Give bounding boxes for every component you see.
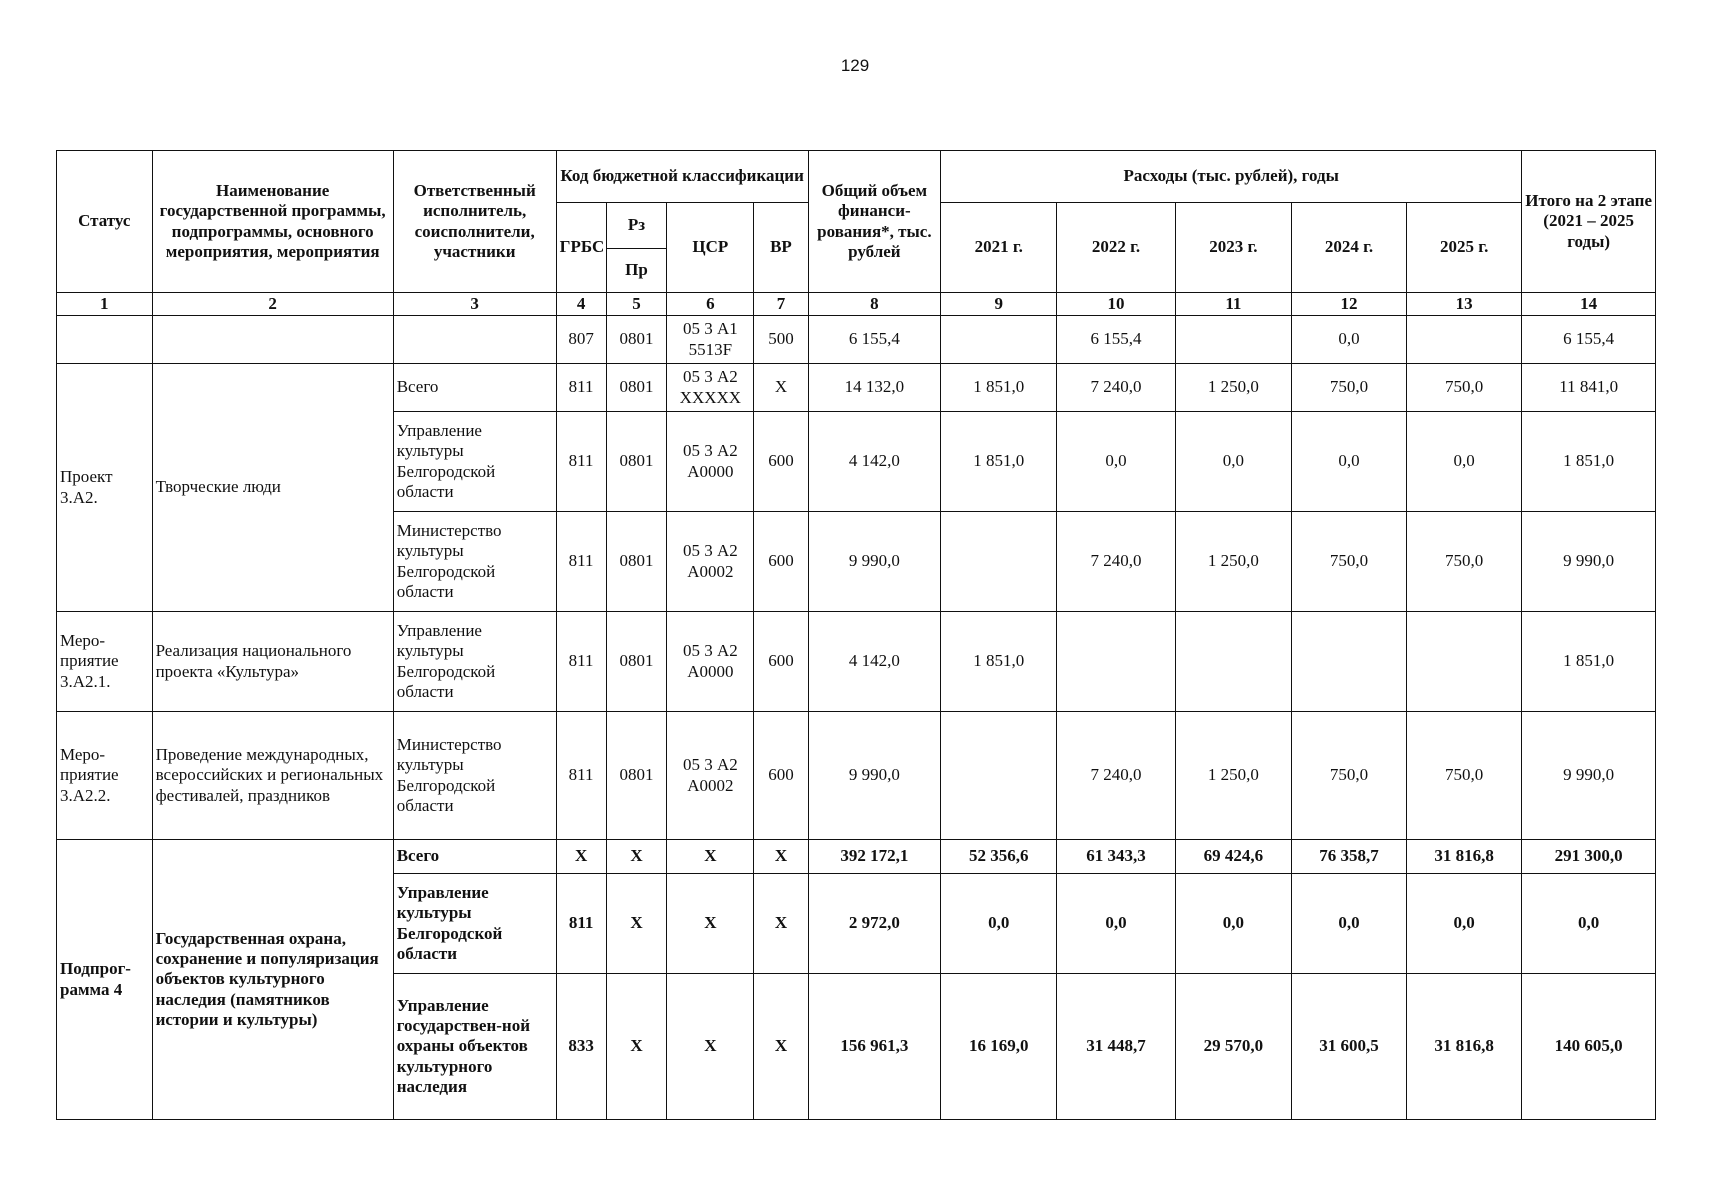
- status-cell: Подпрог-рамма 4: [57, 840, 153, 1120]
- grbs-cell: 833: [556, 974, 606, 1120]
- total-cell: 2 972,0: [808, 874, 941, 974]
- vr-cell: Х: [754, 974, 808, 1120]
- rzpr-cell: Х: [606, 840, 667, 874]
- header-total-stage: Итого на 2 этапе (2021 – 2025 годы): [1522, 151, 1656, 293]
- total-cell: 4 142,0: [808, 412, 941, 512]
- col-index: 6: [667, 293, 754, 316]
- table-row: [57, 712, 1656, 840]
- header-responsible: Ответственный исполнитель, соисполнители, участники: [393, 151, 556, 293]
- stage-total-cell: 6 155,4: [1522, 316, 1656, 364]
- vr-cell: 500: [754, 316, 808, 364]
- header-total-volume: Общий объем финанси-рования*, тыс. рублей: [808, 151, 941, 293]
- responsible-cell: Управление культуры Белгородской области: [393, 612, 556, 712]
- y2025-cell: 0,0: [1407, 412, 1522, 512]
- header-grbs: ГРБС: [556, 203, 606, 293]
- stage-total-cell: 11 841,0: [1522, 364, 1656, 412]
- y2023-cell: 1 250,0: [1175, 712, 1291, 840]
- y2023-cell: 29 570,0: [1175, 974, 1291, 1120]
- y2021-cell: [941, 512, 1057, 612]
- name-cell: Государственная охрана, сохранение и популяризация объектов культурного наследия (памятников истории и культуры): [152, 840, 393, 1120]
- responsible-cell: Министерство культуры Белгородской области: [393, 512, 556, 612]
- stage-total-cell: 0,0: [1522, 874, 1656, 974]
- header-rz: Рз: [606, 203, 667, 249]
- header-budget-code: Код бюджетной классификации: [556, 151, 808, 203]
- grbs-cell: 807: [556, 316, 606, 364]
- name-cell: Проведение международных, всероссийских и региональных фестивалей, праздников: [152, 712, 393, 840]
- table-row: [57, 840, 1656, 874]
- header-pr: Пр: [606, 249, 667, 293]
- total-cell: 4 142,0: [808, 612, 941, 712]
- col-index: 2: [152, 293, 393, 316]
- y2023-cell: [1175, 612, 1291, 712]
- col-index: 7: [754, 293, 808, 316]
- col-index: 10: [1057, 293, 1175, 316]
- header-2021: 2021 г.: [941, 203, 1057, 293]
- header-2023: 2023 г.: [1175, 203, 1291, 293]
- y2022-cell: 61 343,3: [1057, 840, 1175, 874]
- col-index: 13: [1407, 293, 1522, 316]
- col-index: 12: [1291, 293, 1406, 316]
- y2025-cell: 31 816,8: [1407, 974, 1522, 1120]
- stage-total-cell: 291 300,0: [1522, 840, 1656, 874]
- name-cell: [152, 316, 393, 364]
- status-cell: Меро-приятие 3.А2.2.: [57, 712, 153, 840]
- y2021-cell: 16 169,0: [941, 974, 1057, 1120]
- grbs-cell: 811: [556, 874, 606, 974]
- y2022-cell: 7 240,0: [1057, 712, 1175, 840]
- grbs-cell: 811: [556, 512, 606, 612]
- vr-cell: Х: [754, 874, 808, 974]
- y2024-cell: [1291, 612, 1406, 712]
- page-number: 129: [840, 56, 870, 75]
- rzpr-cell: Х: [606, 974, 667, 1120]
- responsible-cell: Управление государствен-ной охраны объектов культурного наследия: [393, 974, 556, 1120]
- y2025-cell: 750,0: [1407, 512, 1522, 612]
- y2021-cell: 0,0: [941, 874, 1057, 974]
- csr-cell: 05 3 А1 5513F: [667, 316, 754, 364]
- y2025-cell: 0,0: [1407, 874, 1522, 974]
- budget-table: [56, 150, 1656, 1120]
- y2024-cell: 0,0: [1291, 874, 1406, 974]
- name-cell: Реализация национального проекта «Культура»: [152, 612, 393, 712]
- header-name: Наименование государственной программы, подпрограммы, основного мероприятия, мероприятия: [152, 151, 393, 293]
- total-cell: 9 990,0: [808, 512, 941, 612]
- vr-cell: Х: [754, 364, 808, 412]
- stage-total-cell: 9 990,0: [1522, 712, 1656, 840]
- grbs-cell: 811: [556, 612, 606, 712]
- rzpr-cell: 0801: [606, 512, 667, 612]
- y2021-cell: 1 851,0: [941, 612, 1057, 712]
- total-cell: 9 990,0: [808, 712, 941, 840]
- col-index: 14: [1522, 293, 1656, 316]
- csr-cell: Х: [667, 974, 754, 1120]
- col-index: 11: [1175, 293, 1291, 316]
- header-expenses: Расходы (тыс. рублей), годы: [941, 151, 1522, 203]
- y2023-cell: [1175, 316, 1291, 364]
- col-index: 3: [393, 293, 556, 316]
- total-cell: 14 132,0: [808, 364, 941, 412]
- column-index-row: [57, 293, 1656, 316]
- y2022-cell: 6 155,4: [1057, 316, 1175, 364]
- col-index: 1: [57, 293, 153, 316]
- y2024-cell: 0,0: [1291, 412, 1406, 512]
- y2021-cell: [941, 316, 1057, 364]
- y2023-cell: 69 424,6: [1175, 840, 1291, 874]
- vr-cell: 600: [754, 612, 808, 712]
- y2025-cell: 31 816,8: [1407, 840, 1522, 874]
- y2024-cell: 750,0: [1291, 512, 1406, 612]
- rzpr-cell: 0801: [606, 364, 667, 412]
- status-cell: Проект 3.А2.: [57, 364, 153, 612]
- y2024-cell: 750,0: [1291, 712, 1406, 840]
- responsible-cell: Управление культуры Белгородской области: [393, 412, 556, 512]
- col-index: 9: [941, 293, 1057, 316]
- csr-cell: 05 3 А2 А0000: [667, 612, 754, 712]
- header-status: Статус: [57, 151, 153, 293]
- csr-cell: 05 3 А2 А0002: [667, 512, 754, 612]
- csr-cell: Х: [667, 840, 754, 874]
- y2021-cell: 52 356,6: [941, 840, 1057, 874]
- responsible-cell: [393, 316, 556, 364]
- col-index: 4: [556, 293, 606, 316]
- rzpr-cell: 0801: [606, 712, 667, 840]
- stage-total-cell: 9 990,0: [1522, 512, 1656, 612]
- responsible-cell: Управление культуры Белгородской области: [393, 874, 556, 974]
- grbs-cell: 811: [556, 364, 606, 412]
- stage-total-cell: 1 851,0: [1522, 412, 1656, 512]
- header-vr: ВР: [754, 203, 808, 293]
- header-2024: 2024 г.: [1291, 203, 1406, 293]
- y2025-cell: [1407, 612, 1522, 712]
- table-row: [57, 316, 1656, 364]
- header-2022: 2022 г.: [1057, 203, 1175, 293]
- csr-cell: Х: [667, 874, 754, 974]
- responsible-cell: Всего: [393, 840, 556, 874]
- y2022-cell: 31 448,7: [1057, 974, 1175, 1120]
- header-2025: 2025 г.: [1407, 203, 1522, 293]
- stage-total-cell: 140 605,0: [1522, 974, 1656, 1120]
- y2022-cell: 7 240,0: [1057, 512, 1175, 612]
- rzpr-cell: 0801: [606, 412, 667, 512]
- col-index: 8: [808, 293, 941, 316]
- status-cell: [57, 316, 153, 364]
- y2022-cell: 7 240,0: [1057, 364, 1175, 412]
- y2025-cell: [1407, 316, 1522, 364]
- y2024-cell: 750,0: [1291, 364, 1406, 412]
- y2021-cell: 1 851,0: [941, 412, 1057, 512]
- table-row: [57, 364, 1656, 412]
- table-row: [57, 612, 1656, 712]
- y2022-cell: 0,0: [1057, 412, 1175, 512]
- total-cell: 156 961,3: [808, 974, 941, 1120]
- status-cell: Меро-приятие 3.А2.1.: [57, 612, 153, 712]
- stage-total-cell: 1 851,0: [1522, 612, 1656, 712]
- y2023-cell: 0,0: [1175, 874, 1291, 974]
- responsible-cell: Всего: [393, 364, 556, 412]
- y2024-cell: 0,0: [1291, 316, 1406, 364]
- header-csr: ЦСР: [667, 203, 754, 293]
- y2023-cell: 0,0: [1175, 412, 1291, 512]
- csr-cell: 05 3 А2 А0002: [667, 712, 754, 840]
- y2021-cell: 1 851,0: [941, 364, 1057, 412]
- rzpr-cell: 0801: [606, 612, 667, 712]
- vr-cell: 600: [754, 512, 808, 612]
- total-cell: 392 172,1: [808, 840, 941, 874]
- grbs-cell: 811: [556, 712, 606, 840]
- vr-cell: Х: [754, 840, 808, 874]
- y2021-cell: [941, 712, 1057, 840]
- name-cell: Творческие люди: [152, 364, 393, 612]
- grbs-cell: Х: [556, 840, 606, 874]
- responsible-cell: Министерство культуры Белгородской области: [393, 712, 556, 840]
- y2025-cell: 750,0: [1407, 712, 1522, 840]
- vr-cell: 600: [754, 712, 808, 840]
- y2023-cell: 1 250,0: [1175, 364, 1291, 412]
- y2022-cell: [1057, 612, 1175, 712]
- csr-cell: 05 3 А2 А0000: [667, 412, 754, 512]
- grbs-cell: 811: [556, 412, 606, 512]
- y2024-cell: 76 358,7: [1291, 840, 1406, 874]
- y2025-cell: 750,0: [1407, 364, 1522, 412]
- rzpr-cell: Х: [606, 874, 667, 974]
- csr-cell: 05 3 А2 ХХХХХ: [667, 364, 754, 412]
- vr-cell: 600: [754, 412, 808, 512]
- col-index: 5: [606, 293, 667, 316]
- y2024-cell: 31 600,5: [1291, 974, 1406, 1120]
- rzpr-cell: 0801: [606, 316, 667, 364]
- total-cell: 6 155,4: [808, 316, 941, 364]
- y2022-cell: 0,0: [1057, 874, 1175, 974]
- y2023-cell: 1 250,0: [1175, 512, 1291, 612]
